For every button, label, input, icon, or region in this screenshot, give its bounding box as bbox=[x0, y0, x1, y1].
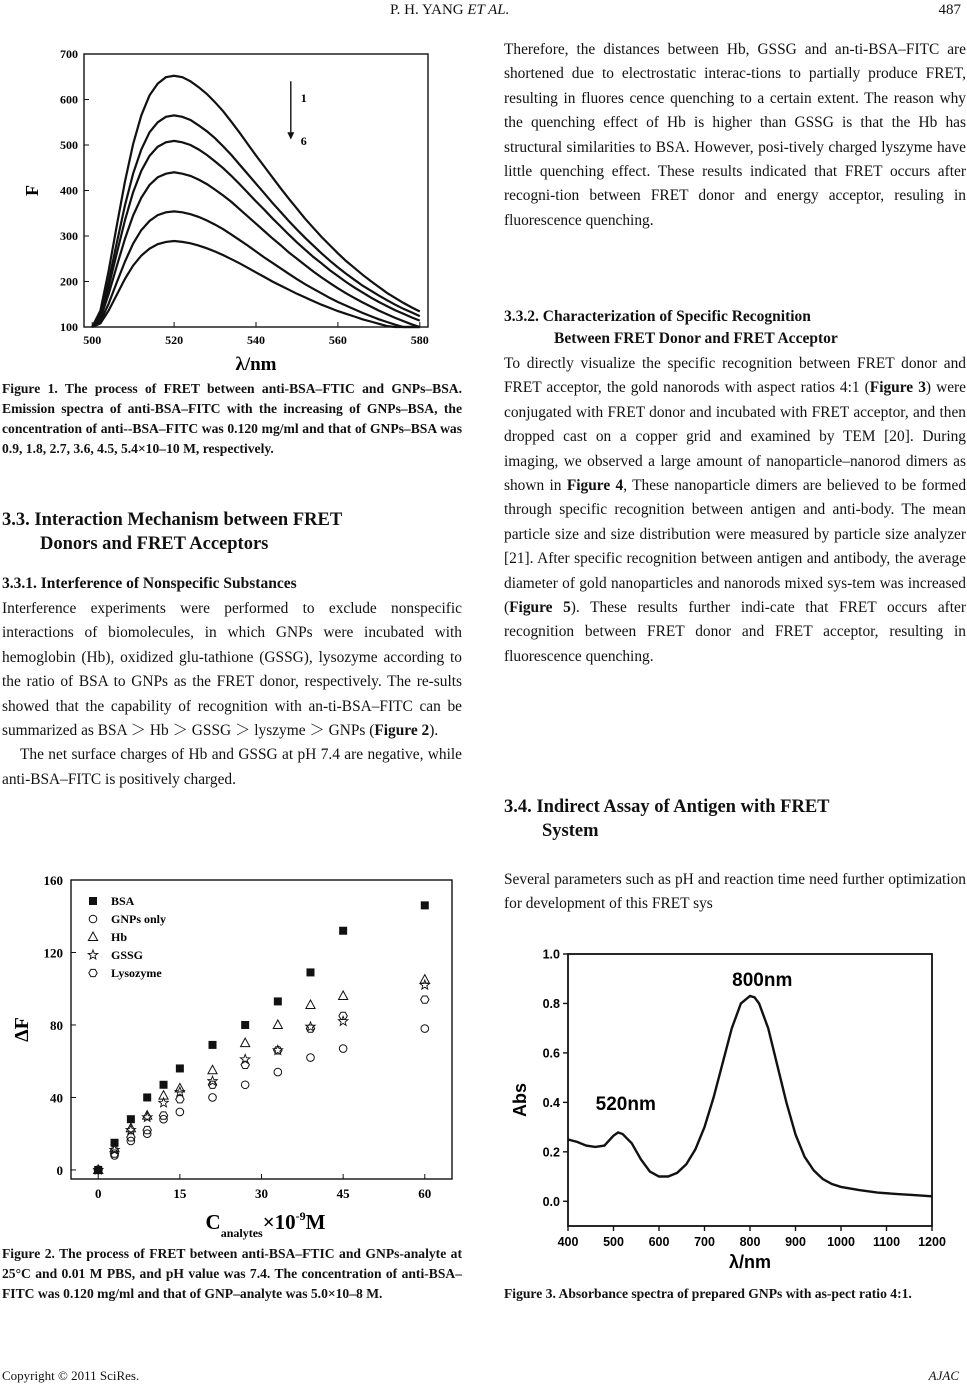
data-point-gssg bbox=[126, 1125, 136, 1134]
y-tick-label: 0.2 bbox=[542, 1145, 560, 1160]
annotation-800nm: 800nm bbox=[732, 970, 793, 992]
section-3-3-2-title bbox=[504, 306, 966, 350]
x-tick-label: 800 bbox=[739, 1235, 761, 1249]
data-point-gnps-only bbox=[176, 1108, 184, 1116]
section-3-3-2-title-line1: 3.3.2. Characterization of Specific Recognition bbox=[504, 308, 811, 325]
figure-4-reference-link[interactable]: Figure 4 bbox=[566, 477, 624, 495]
data-point-gnps-only bbox=[339, 1045, 347, 1053]
data-point-hb bbox=[306, 1000, 315, 1009]
y-axis-label: F bbox=[22, 185, 42, 196]
section-3-4-title-line2: System bbox=[542, 821, 599, 841]
y-tick-label: 40 bbox=[50, 1090, 63, 1106]
figure-1-caption bbox=[2, 379, 462, 459]
data-point-gnps-only bbox=[307, 1054, 315, 1062]
y-tick-label: 700 bbox=[60, 47, 78, 61]
y-axis-label: Abs bbox=[510, 1082, 530, 1118]
data-point-bsa bbox=[127, 1115, 135, 1123]
x-tick-label: 60 bbox=[418, 1186, 432, 1201]
legend-marker-5 bbox=[89, 969, 97, 976]
y-tick-label: 0.8 bbox=[542, 996, 560, 1011]
section-3-3-title-line1: 3.3. Interaction Mechanism between FRET bbox=[2, 510, 343, 530]
y-tick-label: 1.0 bbox=[542, 947, 560, 962]
y-tick-label: 100 bbox=[60, 320, 78, 334]
x-tick-label: 500 bbox=[603, 1235, 624, 1249]
x-tick-label: 1200 bbox=[918, 1235, 946, 1249]
x-axis-label: λ/nm bbox=[728, 1252, 772, 1272]
data-point-gnps-only bbox=[421, 1025, 429, 1033]
paragraph-interference-end: ). bbox=[429, 722, 439, 740]
data-point-bsa bbox=[241, 1021, 249, 1029]
figure-2-caption-label: Figure 2. bbox=[2, 1246, 55, 1261]
legend-marker-3 bbox=[88, 932, 97, 941]
emission-curve-6 bbox=[92, 241, 420, 327]
paragraph-specific-recognition-text-2: ) were conjugated with FRET donor and incubated with FRET acceptor, and then dropped cast on a copper grid and examined by TEM [20]. During imaging, we observed a large amount of nanoparticle–nanorod dimers as shown in bbox=[504, 379, 966, 495]
x-tick-label: 0 bbox=[94, 1186, 102, 1201]
page-number: 487 bbox=[938, 2, 961, 18]
figure-2-scatter-plot bbox=[4, 868, 460, 1240]
footer-copyright: Copyright © 2011 SciRes. bbox=[2, 1368, 140, 1383]
figure-2-caption bbox=[2, 1244, 462, 1304]
paragraph-specific-recognition bbox=[504, 352, 966, 669]
data-point-lysozyme bbox=[176, 1096, 184, 1103]
y-tick-label: 200 bbox=[60, 274, 78, 289]
y-tick-label: 300 bbox=[60, 229, 78, 243]
x-axis-label-part-2: analytes bbox=[220, 1226, 263, 1240]
running-header bbox=[390, 2, 509, 19]
figure-3-reference-link[interactable]: Figure 3 bbox=[869, 379, 926, 397]
figure-3-caption-text: Absorbance spectra of prepared GNPs with as-pect ratio 4:1. bbox=[558, 1286, 912, 1301]
x-axis-label-part-3: ×10 bbox=[262, 1210, 296, 1234]
emission-curve-3 bbox=[92, 141, 420, 327]
legend-label-4: GSSG bbox=[111, 948, 144, 962]
legend-marker-4 bbox=[88, 950, 98, 959]
x-tick-label: 500 bbox=[83, 333, 102, 347]
annotation-520nm: 520nm bbox=[595, 1093, 656, 1115]
section-3-3-title bbox=[2, 508, 462, 556]
data-point-hb bbox=[208, 1065, 217, 1074]
y-tick-label: 120 bbox=[43, 945, 63, 961]
legend-label-1: BSA bbox=[111, 894, 135, 908]
data-point-bsa bbox=[274, 997, 282, 1005]
data-point-bsa bbox=[421, 901, 429, 909]
figure-1-emission-spectra bbox=[14, 44, 454, 374]
header-et-al: ET AL. bbox=[467, 2, 510, 18]
y-axis-label: ΔF bbox=[11, 1017, 33, 1042]
figure-3-caption bbox=[504, 1282, 966, 1306]
legend-label-3: Hb bbox=[111, 930, 128, 944]
data-point-bsa bbox=[209, 1041, 217, 1049]
x-tick-label: 600 bbox=[648, 1235, 670, 1249]
emission-curve-5 bbox=[92, 211, 420, 327]
x-tick-label: 900 bbox=[785, 1235, 806, 1249]
x-tick-label: 15 bbox=[173, 1186, 187, 1201]
data-point-lysozyme bbox=[241, 1061, 249, 1068]
paragraph-optimization: Several parameters such as pH and reaction time need further optimization for development of this FRET sys bbox=[504, 871, 966, 913]
legend-label-5: Lysozyme bbox=[111, 966, 162, 980]
x-axis-label-part-1: C bbox=[205, 1210, 221, 1234]
header-authors: P. H. YANG bbox=[390, 2, 464, 18]
data-point-hb bbox=[339, 991, 348, 1000]
data-point-hb bbox=[241, 1038, 250, 1047]
data-point-gssg bbox=[240, 1054, 250, 1063]
paragraph-specific-recognition-text-3: , These nanoparticle dimers are believed to be formed through specific recognition between antigen and anti-body. The mean particle size and size distribution were measured by particle size analyzer [21]. After specific recognition between antigen and antibody, the average diameter of gold nanoparticles and nanorods mixed sys-tem was increased ( bbox=[504, 477, 967, 617]
y-tick-label: 0.0 bbox=[542, 1194, 560, 1209]
x-tick-label: 580 bbox=[410, 333, 429, 347]
figure-1-caption-text: The process of FRET between anti-BSA–FTIC and GNPs–BSA. Emission spectra of anti-BSA–FITC with the increasing of GNPs–BSA, the concentration of anti--BSA–FITC was 0.120 mg/ml and that of GNPs–BSA was 0.9, 1.8, 2.7, 3.6, 4.5, 5.4×10–10 M, respectively. bbox=[2, 381, 463, 456]
arrow-head bbox=[287, 132, 294, 139]
x-tick-label: 400 bbox=[557, 1235, 579, 1249]
data-point-gssg bbox=[142, 1112, 152, 1121]
section-3-3-2-title-line2: Between FRET Donor and FRET Acceptor bbox=[554, 330, 838, 347]
data-point-bsa bbox=[176, 1064, 184, 1072]
x-tick-label: 560 bbox=[328, 333, 347, 347]
section-3-3-1-title: 3.3.1. Interference of Nonspecific Substances bbox=[2, 575, 297, 592]
paragraph-interference-text: Interference experiments were performed to exclude nonspecific interactions of biomolecules, in which GNPs were incubated with hemoglobin (Hb), oxidized glu-tathione (GSSG), lysozyme according to the ratio of BSA to GNPs as the FRET donor, respectively. The re-sults showed that the capability of recognition with an-ti-BSA–FITC can be summarized as BSA ＞ Hb ＞ GSSG ＞ lyszyme ＞ GNPs ( bbox=[2, 600, 462, 740]
y-tick-label: 160 bbox=[43, 873, 63, 888]
y-tick-label: 0.6 bbox=[542, 1046, 560, 1061]
x-axis-label-part-4: -9 bbox=[295, 1209, 306, 1223]
data-point-gnps-only bbox=[241, 1081, 249, 1089]
y-tick-label: 0 bbox=[56, 1162, 63, 1178]
data-point-bsa bbox=[160, 1081, 168, 1089]
legend-marker-1 bbox=[89, 897, 97, 905]
data-point-bsa bbox=[339, 927, 347, 935]
section-3-4-title bbox=[504, 795, 966, 843]
figure-5-reference-link[interactable]: Figure 5 bbox=[509, 599, 571, 617]
figure-3-absorbance-spectrum bbox=[504, 942, 960, 1272]
paragraph-electrostatic: Therefore, the distances between Hb, GSSG and an-ti-BSA–FITC are shortened due to electrostatic interac-tions to partially produce FRET, resulting in fluores cence quenching to a certain extent. The reason why the quenching effect of Hb is higher than GSSG is that the Hb has structural similarities to BSA. However, posi-tively charged lyszyme have little quenching effect. These results indicated that FRET occurs after recogni-tion between FRET donor and energy acceptor, resuling in fluorescence quenching. bbox=[504, 41, 966, 229]
data-point-gnps-only bbox=[274, 1068, 282, 1076]
x-tick-label: 520 bbox=[165, 333, 184, 347]
x-tick-label: 1000 bbox=[827, 1235, 855, 1249]
figure-1-caption-label: Figure 1. bbox=[2, 381, 58, 396]
data-point-bsa bbox=[306, 968, 314, 976]
data-point-bsa bbox=[143, 1093, 151, 1101]
arrow-label-bottom: 6 bbox=[300, 134, 307, 148]
y-tick-label: 0.4 bbox=[542, 1095, 560, 1110]
paragraph-interference bbox=[2, 597, 462, 743]
x-tick-label: 700 bbox=[694, 1235, 715, 1249]
figure-2-caption-text: The process of FRET between anti-BSA–FTIC and GNPs-analyte at 25°C and 0.01 M PBS, and pH value was 7.4. The concentration of anti-BSA–FITC was 0.120 mg/ml and that of GNP–analyte was 5.0×10–8 M. bbox=[2, 1246, 462, 1301]
x-axis-label bbox=[206, 1209, 326, 1240]
x-tick-label: 1100 bbox=[872, 1235, 901, 1249]
arrow-label-top: 1 bbox=[300, 90, 307, 105]
paragraph-specific-recognition-text-4: ). These results further indi-cate that FRET occurs after recognition between FRET donor and FRET acceptor, resulting in fluorescence quenching. bbox=[504, 599, 967, 665]
y-tick-label: 400 bbox=[60, 183, 78, 198]
paragraph-specific-recognition-text-1: To directly visualize the specific recognition between FRET donor and FRET acceptor, the gold nanorods with aspect ratios 4:1 ( bbox=[504, 355, 966, 397]
x-tick-label: 540 bbox=[247, 333, 265, 347]
y-tick-label: 80 bbox=[50, 1017, 63, 1033]
data-point-gnps-only bbox=[209, 1094, 217, 1102]
legend-marker-2 bbox=[89, 915, 97, 923]
paragraph-surface-charges: The net surface charges of Hb and GSSG at pH 7.4 are negative, while anti-BSA–FITC is positively charged. bbox=[2, 746, 462, 788]
data-point-lysozyme bbox=[421, 996, 429, 1003]
emission-curve-2 bbox=[92, 115, 420, 327]
legend-label-2: GNPs only bbox=[111, 912, 167, 926]
y-tick-label: 600 bbox=[60, 92, 78, 107]
x-tick-label: 30 bbox=[255, 1186, 268, 1201]
figure-2-reference-link[interactable]: Figure 2 bbox=[374, 722, 430, 740]
y-tick-label: 500 bbox=[60, 138, 78, 152]
footer-journal: AJAC bbox=[928, 1368, 959, 1383]
section-3-4-title-line1: 3.4. Indirect Assay of Antigen with FRET bbox=[504, 797, 830, 817]
x-axis-label: λ/nm bbox=[235, 354, 277, 374]
figure-3-caption-label: Figure 3. bbox=[504, 1286, 556, 1301]
x-axis-label-part-5: M bbox=[305, 1210, 326, 1234]
section-3-3-title-line2: Donors and FRET Acceptors bbox=[40, 534, 269, 554]
data-point-hb bbox=[273, 1020, 282, 1029]
x-tick-label: 45 bbox=[336, 1186, 350, 1201]
emission-curve-4 bbox=[92, 172, 420, 327]
